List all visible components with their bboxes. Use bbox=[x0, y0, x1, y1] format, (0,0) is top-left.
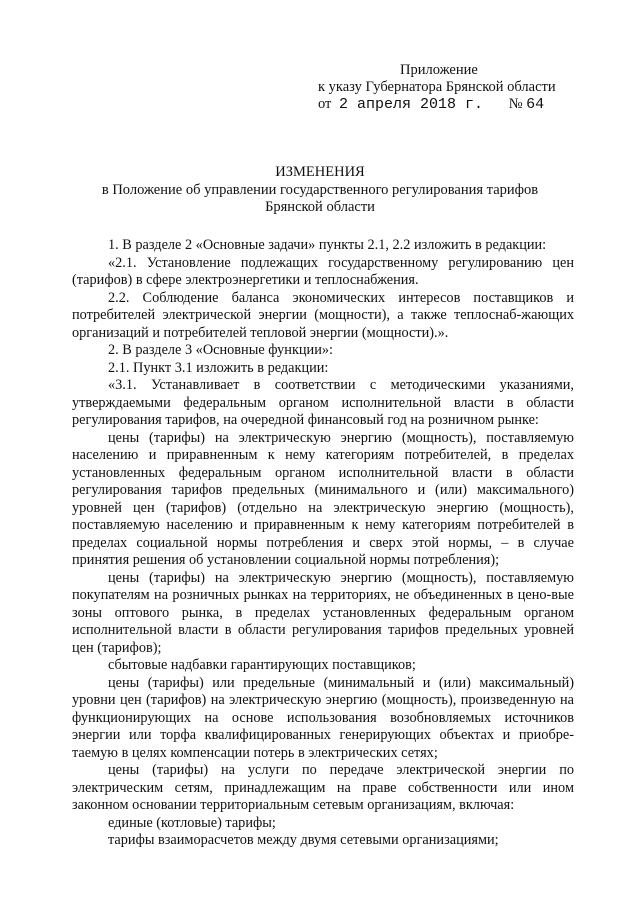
annex-decree-reference: к указу Губернатора Брянской области bbox=[318, 79, 556, 95]
date-value: 2 апреля 2018 г. bbox=[339, 96, 484, 113]
annex-date-line bbox=[318, 96, 618, 113]
paragraph: сбытовые надбавки гарантирующих поставщиков; bbox=[108, 657, 416, 673]
title-subtitle-line1: в Положение об управлении государственного регулирования тарифов bbox=[101, 181, 539, 198]
paragraph: 2.2. Соблюдение баланса экономических интересов поставщиков и потребителей электрической энергии (мощности), а также теплоснаб-жающих организаций и потребителей тепловой энергии (мощности).». bbox=[72, 289, 574, 341]
paragraph: тарифы взаиморасчетов между двумя сетевыми организациями; bbox=[108, 832, 499, 848]
date-prefix: от bbox=[318, 96, 332, 112]
paragraph: цены (тарифы) или предельные (минимальный и (или) максимальный) уровни цен (тарифов) на электрическую энергию (мощность), произведенную на функционирующих на основе использования возобновляемых источников энергии или торфа квалифицированных генерирующих объектах и приобре-таемую в целях компенсации потерь в электрических сетях; bbox=[72, 674, 574, 761]
annex-header bbox=[318, 62, 618, 113]
document-body bbox=[72, 237, 574, 850]
paragraph: «3.1. Устанавливает в соответствии с методическими указаниями, утверждаемыми федеральным органом исполнительной власти в области регулирования тарифов, на очередной финансовый год на розничном рынке: bbox=[72, 377, 574, 428]
number-prefix: № bbox=[508, 96, 523, 112]
number-value: 64 bbox=[526, 96, 545, 113]
paragraph: 2.1. Пункт 3.1 изложить в редакции: bbox=[108, 359, 329, 376]
title-heading: ИЗМЕНЕНИЯ bbox=[275, 164, 365, 180]
title-subtitle-line2: Брянской области bbox=[265, 199, 375, 215]
paragraph: 2. В разделе 3 «Основные функции»: bbox=[108, 342, 333, 358]
paragraph: единые (котловые) тарифы; bbox=[108, 814, 276, 831]
paragraph: цены (тарифы) на услуги по передаче электрической энергии по электрическим сетям, принадлежащим на праве собственности или ином законном основании территориальным сетевым организациям, включая: bbox=[72, 762, 574, 813]
paragraph: 1. В разделе 2 «Основные задачи» пункты 2.1, 2.2 изложить в редакции: bbox=[108, 237, 547, 253]
paragraph: «2.1. Установление подлежащих государственному регулированию цен (тарифов) в сфере электроэнергетики и теплоснабжения. bbox=[72, 254, 574, 288]
document-title bbox=[60, 164, 580, 217]
paragraph: цены (тарифы) на электрическую энергию (мощность), поставляемую населению и приравненным к нему категориям потребителей, в пределах установленных федеральным органом исполнительной власти в области регулирования тарифов предельных (минимального и (или) максимального) уровней цен (тарифов) (отдельно на электрическую энергию (мощность), поставляемую населению и приравненным к нему категориям потребителей в пределах социальной нормы потребления и сверх этой нормы, – в случае принятия решения об установлении социальной нормы потребления); bbox=[72, 429, 574, 568]
paragraph: цены (тарифы) на электрическую энергию (мощность), поставляемую покупателям на розничных рынках на территориях, не объединенных в цено-вые зоны оптового рынка, в пределах установленных федеральным органом исполнительной власти в области регулирования тарифов предельных уровней цен (тарифов); bbox=[72, 569, 574, 656]
annex-title: Приложение bbox=[400, 62, 478, 78]
